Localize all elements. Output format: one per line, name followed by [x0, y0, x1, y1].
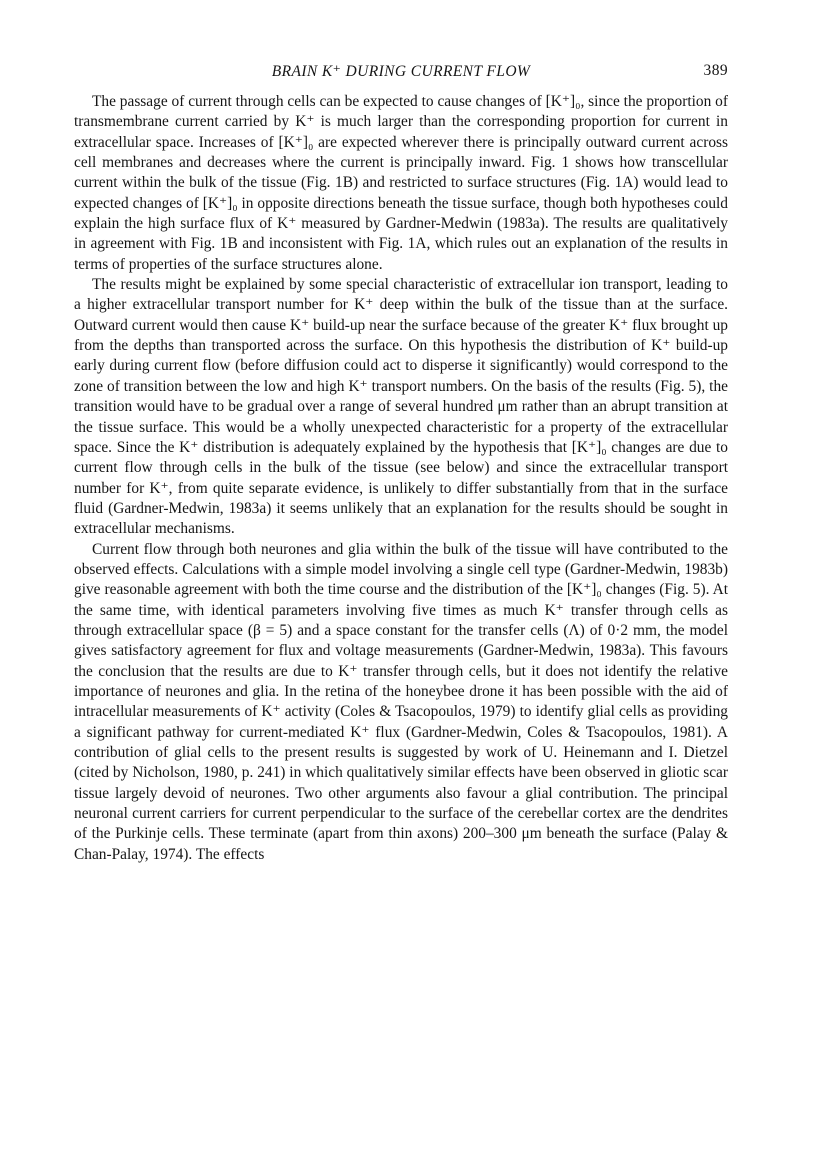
paragraph-3: Current flow through both neurones and glia within the bulk of the tissue will have contributed to the observed effects. Calculations with a simple model involving a single cell type (Gardner-Medwin, 1983b) give reasonable agreement with both the time course and the distribution of the [K⁺]₀ changes (Fig. 5). At the same time, with identical parameters involving five times as much K⁺ transfer through cells as through extracellular space (β = 5) and a space constant for the transfer cells (Λ) of 0·2 mm, the model gives satisfactory agreement for flux and voltage measurements (Gardner-Medwin, 1983a). This favours the conclusion that the results are due to K⁺ transfer through cells, but it does not identify the relative importance of neurones and glia. In the retina of the honeybee drone it has been possible with the aid of intracellular measurements of K⁺ activity (Coles & Tsacopoulos, 1979) to identify glial cells as providing a significant pathway for current-mediated K⁺ flux (Gardner-Medwin, Coles & Tsacopoulos, 1981). A contribution of glial cells to the present results is suggested by work of U. Heinemann and I. Dietzel (cited by Nicholson, 1980, p. 241) in which qualitatively similar effects have been observed in gliotic scar tissue largely devoid of neurones. Two other arguments also favour a glial contribution. The principal neuronal current carriers for current perpendicular to the surface of the cerebellar cortex are the dendrites of the Purkinje cells. These terminate (apart from thin axons) 200–300 μm beneath the surface (Palay & Chan-Palay, 1974). The effects	[74, 540, 728, 863]
journal-page	[74, 62, 728, 865]
paragraph-2: The results might be explained by some special characteristic of extracellular ion transport, leading to a higher extracellular transport number for K⁺ deep within the bulk of the tissue than at the surface. Outward current would then cause K⁺ build-up near the surface because of the greater K⁺ flux brought up from the depths than transported across the surface. On this hypothesis the distribution of K⁺ build-up early during current flow (before diffusion could act to disperse it significantly) would correspond to the zone of transition between the low and high K⁺ transport numbers. On the basis of the results (Fig. 5), the transition would have to be gradual over a range of several hundred μm rather than an abrupt transition at the tissue surface. This would be a wholly unexpected characteristic for a property of the extracellular space. Since the K⁺ distribution is adequately explained by the hypothesis that [K⁺]₀ changes are due to current flow through cells in the bulk of the tissue (see below) and since the extracellular transport number for K⁺, from quite separate evidence, is unlikely to differ substantially from that in the surface fluid (Gardner-Medwin, 1983a) it seems unlikely that an explanation for the results should be sought in extracellular mechanisms.	[74, 276, 728, 538]
page-number: 389	[703, 62, 728, 79]
running-title: BRAIN K⁺ DURING CURRENT FLOW	[271, 63, 531, 80]
paragraph-1: The passage of current through cells can be expected to cause changes of [K⁺]₀, since the proportion of transmembrane current carried by K⁺ is much larger than the corresponding proportion for current in extracellular space. Increases of [K⁺]₀ are expected wherever there is principally outward current across cell membranes and decreases where the current is principally inward. Fig. 1 shows how transcellular current within the bulk of the tissue (Fig. 1B) and restricted to surface structures (Fig. 1A) would lead to expected changes of [K⁺]₀ in opposite directions beneath the tissue surface, though both hypotheses could explain the high surface flux of K⁺ measured by Gardner-Medwin (1983a). The results are qualitatively in agreement with Fig. 1B and inconsistent with Fig. 1A, which rules out an explanation of the results in terms of properties of the surface structures alone.	[74, 93, 728, 273]
body-text	[74, 92, 728, 865]
page-header	[74, 62, 728, 88]
